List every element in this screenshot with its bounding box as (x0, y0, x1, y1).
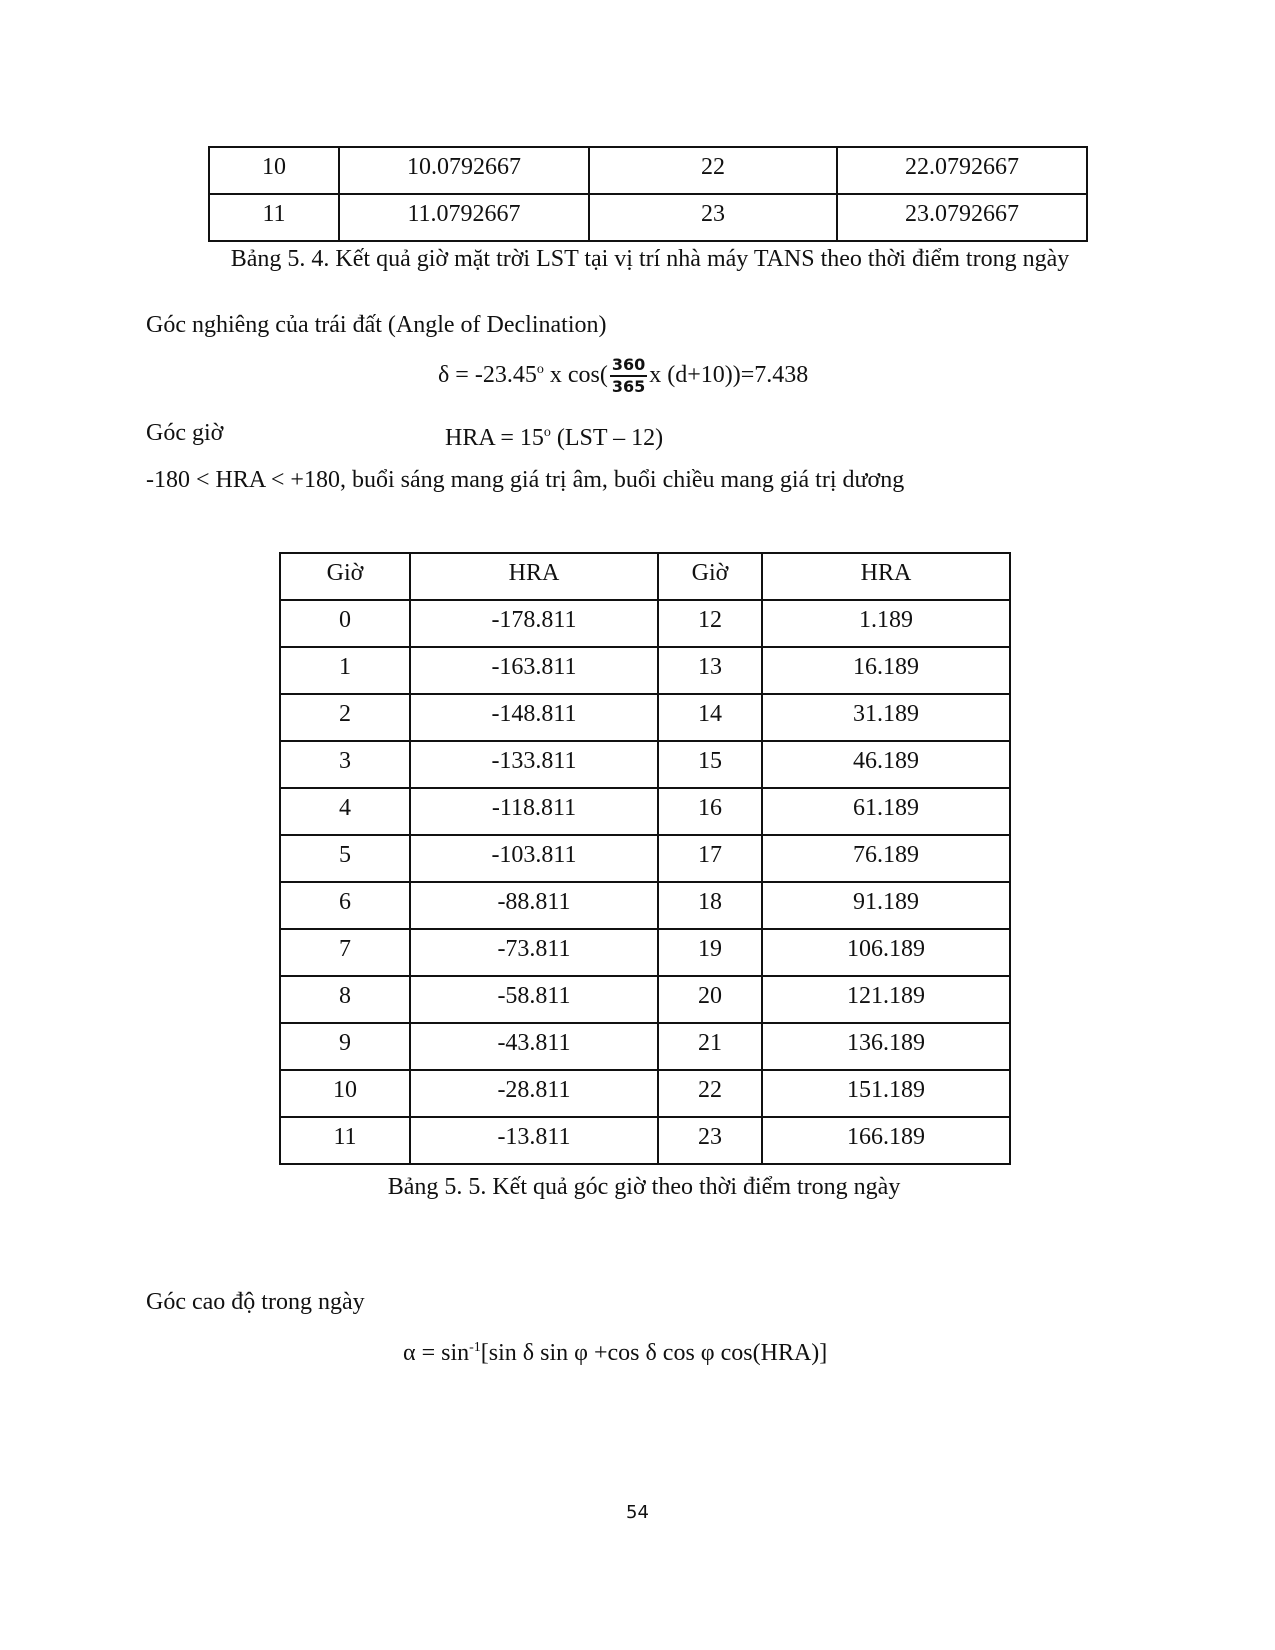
hra-table (279, 552, 1011, 1165)
table-cell: 7 (280, 929, 410, 976)
table-row (209, 194, 1087, 241)
table-cell: -103.811 (410, 835, 658, 882)
formula-part: [sin δ sin φ +cos δ cos φ cos(HRA)] (480, 1340, 828, 1366)
table-cell: -148.811 (410, 694, 658, 741)
table-cell: 15 (658, 741, 762, 788)
declination-heading: Góc nghiêng của trái đất (Angle of Declination) (146, 312, 607, 338)
table-cell: -28.811 (410, 1070, 658, 1117)
table-cell: 14 (658, 694, 762, 741)
table-cell: 16.189 (762, 647, 1010, 694)
declination-formula (438, 355, 808, 397)
page-number: 54 (626, 1502, 649, 1523)
formula-part: x cos( (543, 362, 608, 388)
table-cell: 166.189 (762, 1117, 1010, 1164)
table-row (280, 694, 1010, 741)
table-cell: 10 (209, 147, 339, 194)
table-cell: 46.189 (762, 741, 1010, 788)
degree-symbol: o (536, 362, 544, 377)
altitude-heading: Góc cao độ trong ngày (146, 1289, 365, 1315)
table-cell: 8 (280, 976, 410, 1023)
table-cell: 0 (280, 600, 410, 647)
table-cell: 11 (280, 1117, 410, 1164)
header-cell: HRA (410, 553, 658, 600)
table-cell: 5 (280, 835, 410, 882)
table-row (209, 147, 1087, 194)
header-cell: Giờ (280, 553, 410, 600)
table-row (280, 835, 1010, 882)
table-row (280, 741, 1010, 788)
table-row (280, 647, 1010, 694)
formula-part: x (d+10))=7.438 (649, 362, 809, 388)
table-cell: 23 (589, 194, 837, 241)
table-cell: -133.811 (410, 741, 658, 788)
table-cell: 10.0792667 (339, 147, 589, 194)
fraction-denominator: 365 (611, 377, 646, 397)
formula-part: (LST – 12) (550, 425, 664, 451)
table-cell: 17 (658, 835, 762, 882)
table-caption-5-4: Bảng 5. 4. Kết quả giờ mặt trời LST tại vị trí nhà máy TANS theo thời điểm trong ngày (230, 246, 1070, 272)
table-cell: -58.811 (410, 976, 658, 1023)
table-cell: 106.189 (762, 929, 1010, 976)
table-row (280, 929, 1010, 976)
table-cell: -118.811 (410, 788, 658, 835)
lst-table (208, 146, 1088, 242)
table-cell: 16 (658, 788, 762, 835)
table-cell: 4 (280, 788, 410, 835)
table-cell: 6 (280, 882, 410, 929)
degree-symbol: o (543, 425, 551, 440)
table-cell: 21 (658, 1023, 762, 1070)
table-cell: 23.0792667 (837, 194, 1087, 241)
table-row (280, 1070, 1010, 1117)
table-cell: 23 (658, 1117, 762, 1164)
table-row (280, 600, 1010, 647)
table-cell: -178.811 (410, 600, 658, 647)
table-caption-5-5: Bảng 5. 5. Kết quả góc giờ theo thời điểm trong ngày (387, 1174, 901, 1200)
table-cell: 61.189 (762, 788, 1010, 835)
table-cell: 1 (280, 647, 410, 694)
table-cell: 11.0792667 (339, 194, 589, 241)
table-cell: 22.0792667 (837, 147, 1087, 194)
table-cell: 121.189 (762, 976, 1010, 1023)
hour-angle-formula (445, 418, 663, 453)
superscript: -1 (469, 1340, 481, 1355)
table-cell: -73.811 (410, 929, 658, 976)
table-cell: 11 (209, 194, 339, 241)
table-row (280, 1023, 1010, 1070)
fraction (610, 355, 647, 397)
header-cell: HRA (762, 553, 1010, 600)
table-cell: 151.189 (762, 1070, 1010, 1117)
table-cell: 31.189 (762, 694, 1010, 741)
table-cell: -13.811 (410, 1117, 658, 1164)
table-row (280, 976, 1010, 1023)
altitude-formula (403, 1333, 827, 1368)
header-cell: Giờ (658, 553, 762, 600)
formula-part: α = sin (403, 1340, 470, 1366)
table-cell: 3 (280, 741, 410, 788)
table-row (280, 1117, 1010, 1164)
table-row (280, 882, 1010, 929)
table-cell: 1.189 (762, 600, 1010, 647)
hour-angle-label: Góc giờ (146, 420, 224, 446)
table-cell: 22 (589, 147, 837, 194)
fraction-numerator: 360 (610, 355, 647, 377)
table-cell: 19 (658, 929, 762, 976)
table-cell: -163.811 (410, 647, 658, 694)
table-cell: 22 (658, 1070, 762, 1117)
table-header-row (280, 553, 1010, 600)
table-cell: 76.189 (762, 835, 1010, 882)
table-cell: 9 (280, 1023, 410, 1070)
formula-part: δ = -23.45 (438, 362, 537, 388)
table-cell: 136.189 (762, 1023, 1010, 1070)
table-cell: 10 (280, 1070, 410, 1117)
hour-angle-note: -180 < HRA < +180, buổi sáng mang giá trị âm, buổi chiều mang giá trị dương (146, 467, 905, 493)
table-cell: 18 (658, 882, 762, 929)
table-cell: -43.811 (410, 1023, 658, 1070)
table-cell: 20 (658, 976, 762, 1023)
table-row (280, 788, 1010, 835)
table-cell: 2 (280, 694, 410, 741)
formula-part: HRA = 15 (445, 425, 544, 451)
table-cell: 91.189 (762, 882, 1010, 929)
table-cell: 13 (658, 647, 762, 694)
table-cell: 12 (658, 600, 762, 647)
table-cell: -88.811 (410, 882, 658, 929)
